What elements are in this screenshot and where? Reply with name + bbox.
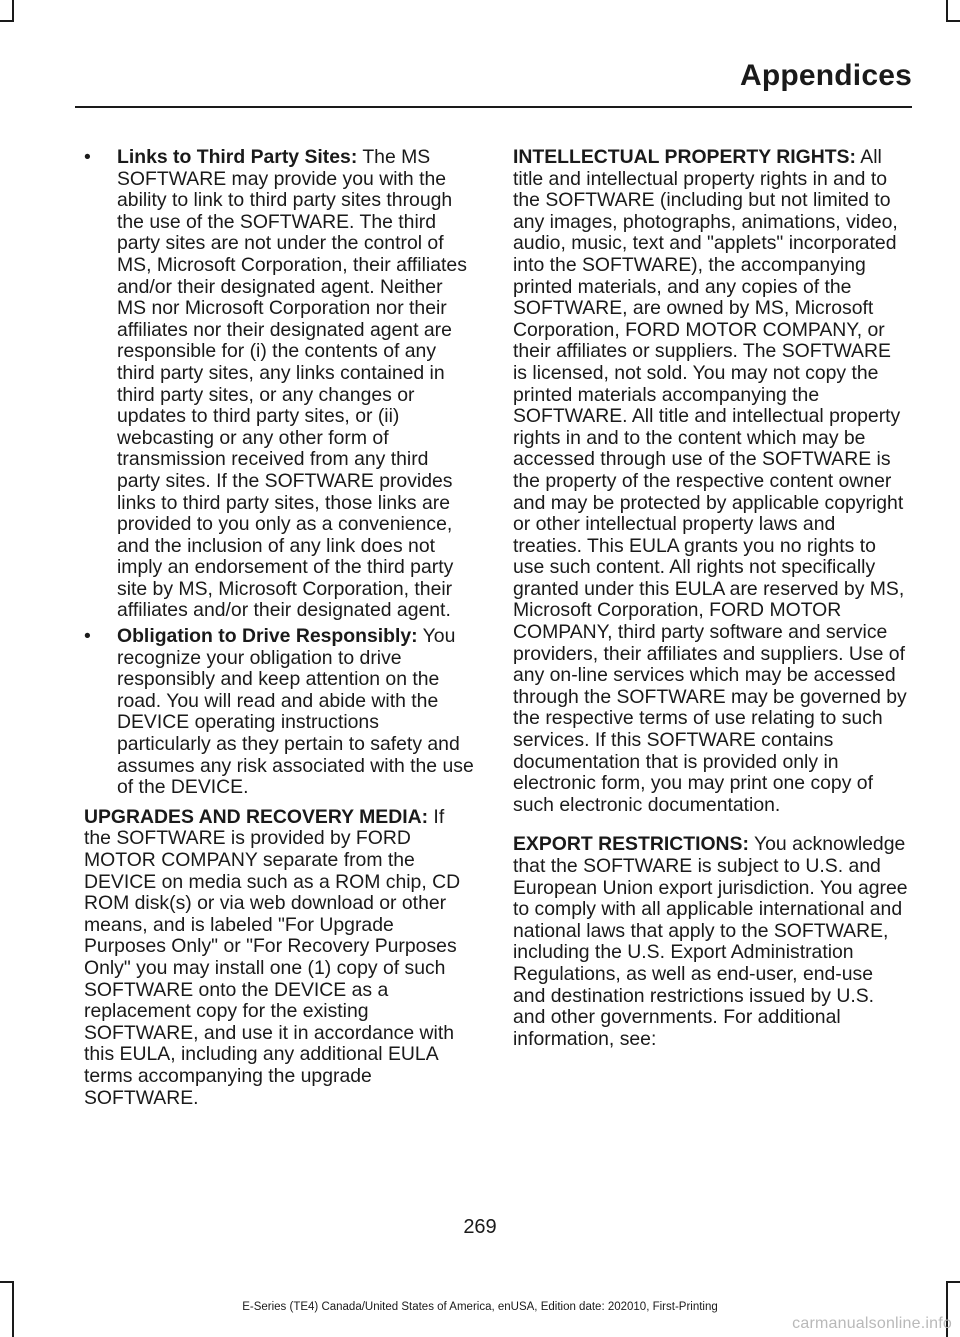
crop-mark-bottom-right-horizontal xyxy=(946,1281,960,1283)
bullet-drive-responsibly xyxy=(84,626,476,799)
right-column xyxy=(513,147,909,1054)
bullet-text: You recognize your obligation to drive responsibly and keep attention on the road. You will read and abide with the DEVICE operating instructions particularly as they pertain to safety and assumes any risk associated with the use of the DEVICE. xyxy=(117,625,474,799)
page-title: Appendices xyxy=(739,59,912,92)
ip-rights-section xyxy=(513,147,909,816)
header-divider xyxy=(75,106,912,108)
watermark: carmanualsonline.info xyxy=(792,1315,952,1332)
page-number: 269 xyxy=(463,1216,497,1238)
section-text: If the SOFTWARE is provided by FORD MOTOR COMPANY separate from the DEVICE on media such as a ROM chip, CD ROM disk(s) or via web download or other means, and is labeled "For Upgrade Purposes Only" or "For Recovery Purposes Only" you may install one (1) copy of such SOFTWARE onto the DEVICE as a replacement copy for the existing SOFTWARE, and use it in accordance with this EULA, including any additional EULA terms accompanying the upgrade SOFTWARE. xyxy=(84,805,461,1109)
crop-mark-bottom-left-horizontal xyxy=(0,1281,14,1283)
left-column xyxy=(84,147,476,1113)
export-section xyxy=(513,834,909,1050)
bullet-text: The MS SOFTWARE may provide you with the ability to link to third party sites through the use of the SOFTWARE. The third party sites are not under the control of MS, Microsoft Corporation, their affiliates and/or their designated agent. Neither MS nor Microsoft Corporation nor their affiliates nor their designated agent are responsible for (i) the contents of any third party sites, any links contained in third party sites, or any changes or updates to third party sites, or (ii) webcasting or any other form of transmission received from any third party sites. If the SOFTWARE provides links to third party sites, those links are provided to you only as a convenience, and the inclusion of any link does not imply an endorsement of the third party site by MS, Microsoft Corporation, their affiliates and/or their designated agent. xyxy=(117,146,467,622)
bullet-heading: Links to Third Party Sites: xyxy=(117,146,358,168)
upgrades-section xyxy=(84,807,476,1109)
section-text: All title and intellectual property rights in and to the SOFTWARE (including but not limited to any images, photographs, animations, video, audio, music, text and "applets" incorporated into the SOFTWARE), the accompanying printed materials, and any copies of the SOFTWARE, are owned by MS, Microsoft Corporation, FORD MOTOR COMPANY, or their affiliates or suppliers. The SOFTWARE is licensed, not sold. You may not copy the printed materials accompanying the SOFTWARE. All title and intellectual property rights in and to the content which may be accessed through use of the SOFTWARE is the property of the respective content owner and may be protected by applicable copyright or other intellectual property laws and treaties. This EULA grants you no rights to use such content. All rights not specifically granted under this EULA are reserved by MS, Microsoft Corporation, FORD MOTOR COMPANY, third party software and service providers, their affiliates and suppliers. Use of any on-line services which may be accessed through the SOFTWARE may be governed by the respective terms of use relating to such services. If this SOFTWARE contains documentation that is provided only in electronic form, you may print one copy of such electronic documentation. xyxy=(513,146,907,816)
section-heading: UPGRADES AND RECOVERY MEDIA: xyxy=(84,805,429,828)
bullet-icon: • xyxy=(84,146,91,168)
crop-mark-top-right-vertical xyxy=(946,0,948,20)
bullet-heading: Obligation to Drive Responsibly: xyxy=(117,625,418,648)
crop-mark-top-left-vertical xyxy=(12,0,14,20)
edition-footer: E-Series (TE4) Canada/United States of America, enUSA, Edition date: 202010, First-Printing xyxy=(242,1301,718,1313)
crop-mark-top-right-horizontal xyxy=(946,20,960,22)
section-text: You acknowledge that the SOFTWARE is subject to U.S. and European Union export jurisdiction. You agree to comply with all applicable international and national laws that apply to the SOFTWARE, including the U.S. Export Administration Regulations, as well as end-user, end-use and destination restrictions issued by U.S. and other governments. For additional information, see: xyxy=(513,833,908,1050)
crop-mark-top-left-horizontal xyxy=(0,20,14,22)
bullet-third-party-sites xyxy=(84,147,476,622)
section-heading: EXPORT RESTRICTIONS: xyxy=(513,833,749,856)
bullet-icon: • xyxy=(84,625,91,648)
section-heading: INTELLECTUAL PROPERTY RIGHTS: xyxy=(513,146,856,168)
